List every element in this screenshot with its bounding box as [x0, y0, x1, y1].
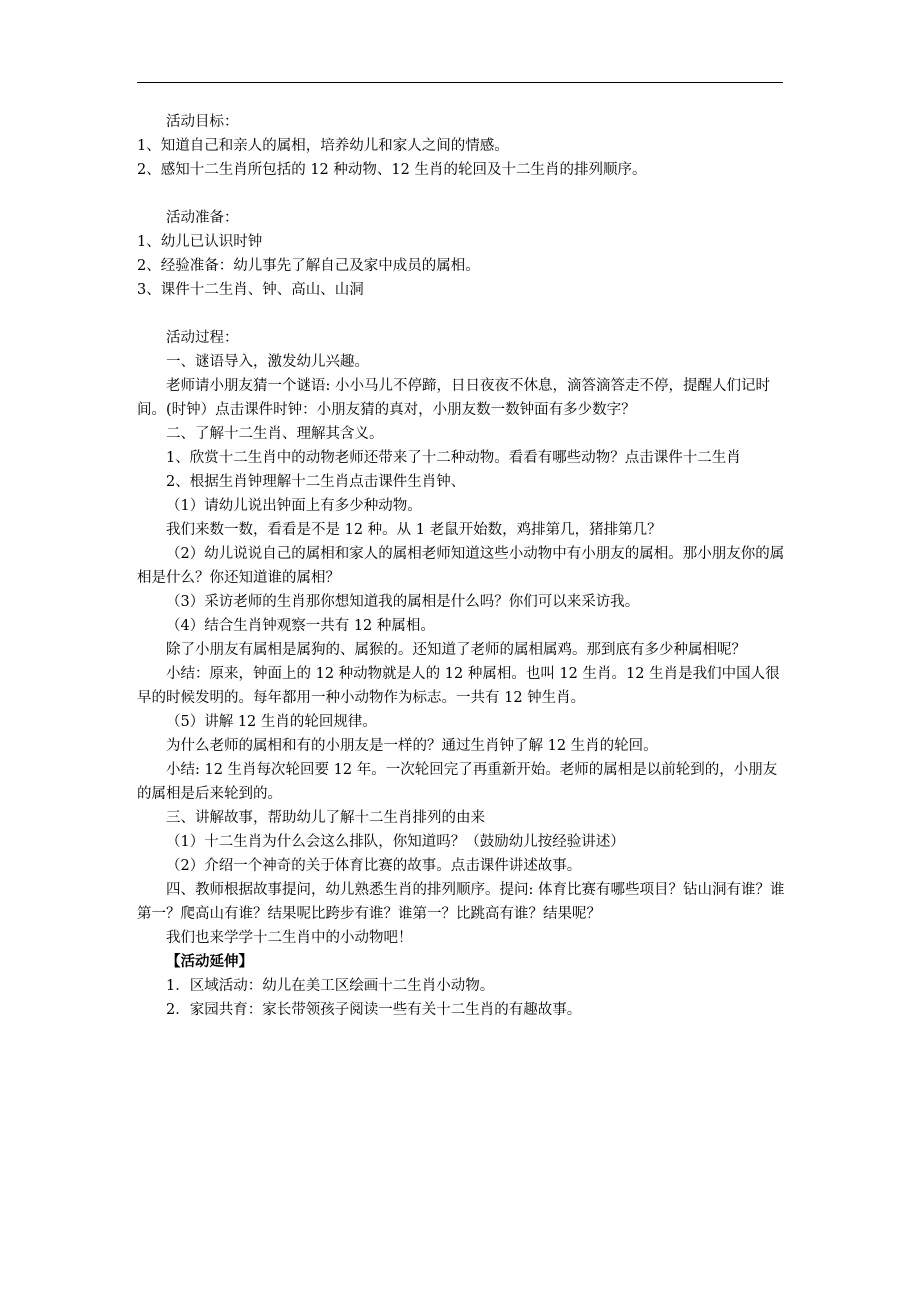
extension-item: 2．家园共育：家长带领孩子阅读一些有关十二生肖的有趣故事。 — [166, 1002, 582, 1018]
goals-heading: 活动目标： — [166, 114, 239, 130]
process-heading: 活动过程： — [166, 330, 239, 346]
process-paragraph: 三、讲解故事，帮助幼儿了解十二生肖排列的由来 — [166, 810, 485, 826]
process-paragraph: 2、根据生肖钟理解十二生肖点击课件生肖钟、 — [166, 474, 466, 490]
preparation-item: 3、课件十二生肖、钟、高山、山洞 — [137, 282, 364, 298]
preparation-heading: 活动准备： — [166, 210, 239, 226]
goals-item: 2、感知十二生肖所包括的 12 种动物、12 生肖的轮回及十二生肖的排列顺序。 — [137, 162, 647, 178]
document-body — [137, 110, 789, 1022]
process-paragraph: （4）结合生肖钟观察一共有 12 种属相。 — [166, 618, 435, 634]
section-gap — [137, 182, 789, 206]
process-paragraph: 四、教师根据故事提问，幼儿熟悉生肖的排列顺序。提问: 体育比赛有哪些项目？钻山洞有谁？谁第一？爬高山有谁？结果呢比跨步有谁？谁第一？比跳高有谁？结果呢？ — [137, 882, 785, 922]
process-paragraph: 我们来数一数，看看是不是 12 种。从 1 老鼠开始数，鸡排第几，猪排第几？ — [166, 522, 662, 538]
process-paragraph: （1）十二生肖为什么会这么排队，你知道吗？（鼓励幼儿按经验讲述） — [166, 834, 625, 850]
goals-item: 1、知道自己和亲人的属相，培养幼儿和家人之间的情感。 — [137, 138, 509, 154]
process-paragraph: （2）介绍一个神奇的关于体育比赛的故事。点击课件讲述故事。 — [166, 858, 582, 874]
process-paragraph: 除了小朋友有属相是属狗的、属猴的。还知道了老师的属相属鸡。那到底有多少种属相呢？ — [166, 642, 746, 658]
process-paragraph: 一、谜语导入，激发幼儿兴趣。 — [166, 354, 369, 370]
process-paragraph: 老师请小朋友猜一个谜语: 小小马儿不停蹄，日日夜夜不休息，滴答滴答走不停，提醒人们记时间。(时钟）点击课件时钟：小朋友猜的真对，小朋友数一数钟面有多少数字？ — [137, 378, 770, 418]
extension-heading: 【活动延伸】 — [166, 953, 253, 970]
process-paragraph: 1、欣赏十二生肖中的动物老师还带来了十二种动物。看看有哪些动物？点击课件十二生肖 — [166, 450, 741, 466]
process-paragraph: （3）采访老师的生肖那你想知道我的属相是什么吗？你们可以来采访我。 — [166, 594, 640, 610]
process-paragraph: 为什么老师的属相和有的小朋友是一样的？通过生肖钟了解 12 生肖的轮回。 — [166, 738, 658, 754]
process-paragraph: （5）讲解 12 生肖的轮回规律。 — [166, 714, 377, 730]
preparation-section — [137, 206, 789, 302]
preparation-item: 1、幼儿已认识时钟 — [137, 234, 263, 250]
section-gap — [137, 302, 789, 326]
process-paragraph: （1）请幼儿说出钟面上有多少种动物。 — [166, 498, 422, 514]
goals-section — [137, 110, 789, 182]
process-paragraph: 二、了解十二生肖、理解其含义。 — [166, 426, 384, 442]
process-paragraph: （2）幼儿说说自己的属相和家人的属相老师知道这些小动物中有小朋友的属相。那小朋友你的属相是什么？你还知道谁的属相？ — [137, 546, 785, 586]
process-paragraph: 小结：原来，钟面上的 12 种动物就是人的 12 种属相。也叫 12 生肖。12 生肖是我们中国人很早的时候发明的。每年都用一种小动物作为标志。一共有 12 钟生肖。 — [137, 666, 780, 706]
header-rule — [137, 82, 783, 83]
preparation-item: 2、经验准备：幼儿事先了解自己及家中成员的属相。 — [137, 258, 480, 274]
extension-section — [137, 950, 789, 1022]
process-paragraph: 我们也来学学十二生肖中的小动物吧！ — [166, 930, 413, 946]
process-paragraph: 小结: 12 生肖每次轮回要 12 年。一次轮回完了再重新开始。老师的属相是以前轮到的，小朋友的属相是后来轮到的。 — [137, 762, 778, 802]
extension-item: 1．区域活动：幼儿在美工区绘画十二生肖小动物。 — [166, 978, 495, 994]
process-section — [137, 326, 789, 950]
